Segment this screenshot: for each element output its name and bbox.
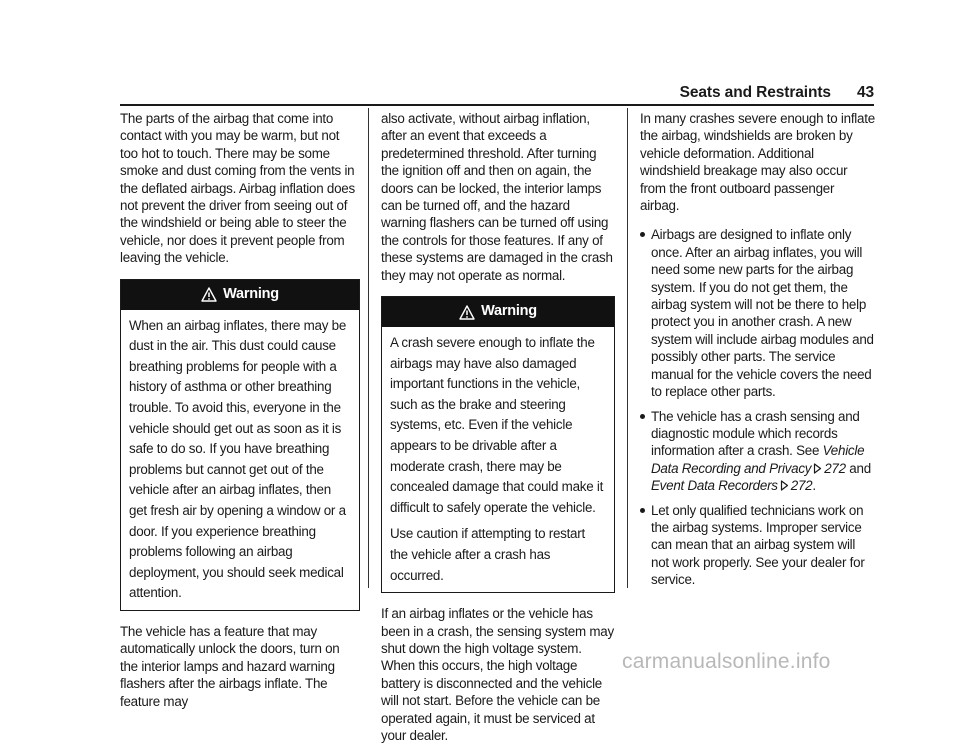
column-divider: [368, 108, 369, 588]
bullet-text: and: [845, 460, 871, 476]
warning-body: [121, 310, 359, 610]
watermark: carmanualsonline.info: [622, 650, 831, 673]
paragraph: The vehicle has a feature that may automatically unlock the doors, turn on the interior lamps and hazard warning flashers after the airbags inflate. The feature may: [120, 623, 340, 709]
page-number: 43: [856, 84, 874, 101]
header-rule: [120, 104, 874, 106]
paragraph: also activate, without airbag inflation, after an event that exceeds a predetermined threshold. After turning the ignition off and then on again, the doors can be locked, the interior lamps can be turned off, and the hazard warning flashers can be turned off using the controls for those features. If any of these systems are damaged in the crash they may not operate as normal.: [381, 111, 613, 283]
bullet-text: .: [812, 478, 816, 494]
column-3: [640, 110, 876, 596]
column-divider: [627, 108, 628, 588]
page-header: [120, 84, 874, 102]
warning-body: [382, 327, 614, 592]
page-ref-number: 272: [824, 460, 846, 476]
bullet-icon: [640, 232, 645, 237]
bullet-text: Airbags are designed to inflate only once. After an airbag inflates, you will need some new parts for the airbag system. If you do not get them, the airbag system will not be there to help protect you in another crash. A new system will include airbag modules and possibly other parts. The service manual for the vehicle covers the need to replace other parts.: [651, 227, 874, 400]
bullet-icon: [640, 508, 645, 513]
warning-icon: [201, 287, 217, 302]
warning-box: [381, 296, 615, 593]
bullet-list: [640, 226, 876, 588]
warning-text: A crash severe enough to inflate the airbags may have also damaged important functions in the vehicle, such as the brake and steering systems, etc. Even if the vehicle appears to be drivable after a moderate crash, there may be concealed damage that could make it difficult to safely operate the vehicle.: [390, 335, 604, 515]
bullet-text: The vehicle has a crash sensing and diagnostic module which records information after a crash. See: [651, 408, 860, 459]
paragraph: The parts of the airbag that come into contact with you may be warm, but not too hot to touch. There may be some smoke and dust coming from the vents in the deflated airbags. Airbag inflation does not prevent the driver from seeing out of the windshield or being able to steer the vehicle, nor does it prevent people from leaving the vehicle.: [120, 111, 355, 266]
bullet-icon: [640, 414, 645, 419]
warning-header: [382, 297, 614, 327]
warning-icon: [459, 305, 475, 320]
warning-header: [121, 280, 359, 310]
list-item: [640, 408, 876, 495]
cross-reference-link[interactable]: Vehicle Data Recording and Privacy: [651, 443, 865, 476]
warning-text: When an airbag inflates, there may be dust in the air. This dust could cause breathing problems for people with a history of asthma or other breathing trouble. To avoid this, everyone in the vehicle should get out as soon as it is safe to do so. If you have breathing problems but cannot get out of the vehicle after an airbag inflates, then get fresh air by opening a window or a door. If you experience breathing problems following an airbag deployment, you should seek medical attention.: [129, 317, 347, 601]
page-ref-arrow-icon: [813, 463, 822, 474]
list-item: [640, 226, 876, 400]
cross-reference-link[interactable]: Event Data Recorders: [651, 478, 778, 494]
page-ref-arrow-icon: [780, 480, 789, 491]
paragraph: If an airbag inflates or the vehicle has been in a crash, the sensing system may shut down the high voltage system. When this occurs, the high voltage battery is disconnected and the vehicle will not start. Before the vehicle can be operated again, it must be serviced at your dealer.: [381, 606, 614, 744]
column-1: [120, 110, 360, 722]
warning-box: [120, 279, 360, 611]
column-2: [381, 110, 615, 756]
warning-title: Warning: [481, 303, 537, 320]
bullet-text: Let only qualified technicians work on the airbag systems. Improper service can mean that an airbag system will not work properly. See your dealer for service.: [651, 502, 865, 588]
warning-text: Use caution if attempting to restart the vehicle after a crash has occurred.: [390, 526, 585, 583]
list-item: [640, 502, 876, 589]
warning-title: Warning: [223, 285, 279, 302]
page-ref-number: 272: [790, 478, 813, 494]
paragraph: In many crashes severe enough to inflate the airbag, windshields are broken by vehicle deformation. Additional windshield breakage may also occur from the front outboard passenger airbag.: [640, 111, 875, 214]
section-title: Seats and Restraints: [679, 84, 831, 101]
